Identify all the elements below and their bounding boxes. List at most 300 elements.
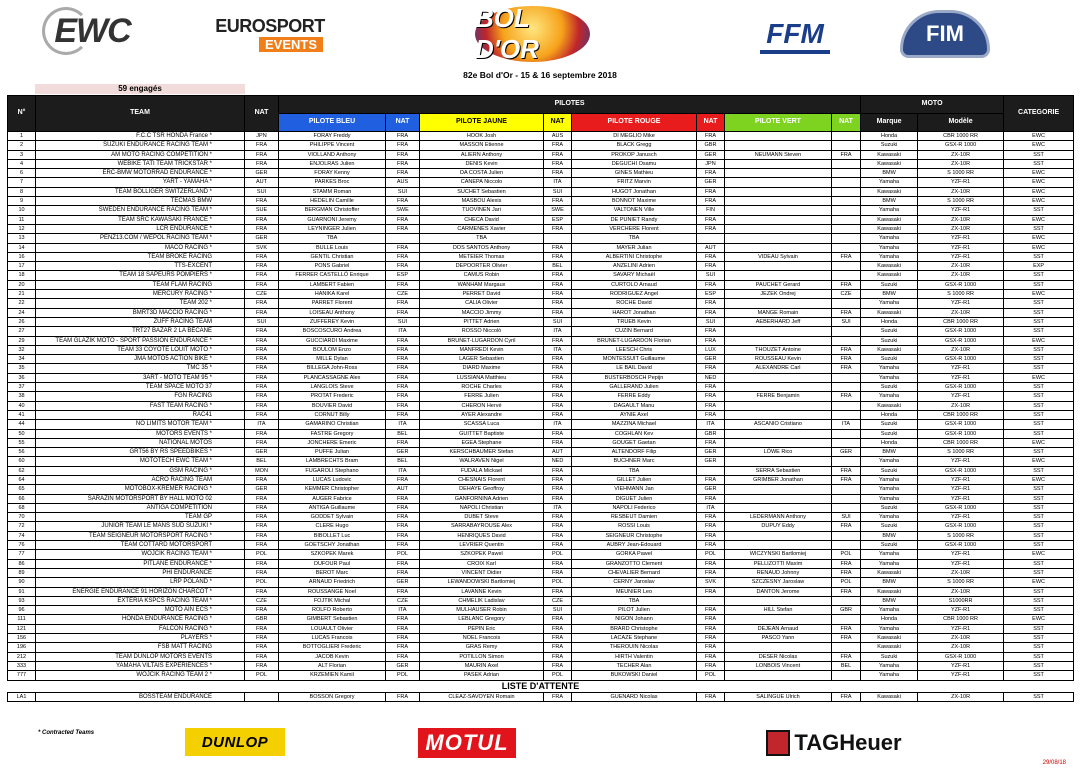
cell-team-nat: FRA — [245, 280, 279, 289]
cell-nat-vert — [832, 197, 861, 206]
cell-marque: Suzuki — [861, 141, 918, 150]
cell-nat-rouge: GER — [697, 355, 725, 364]
cell-pilote-vert: ASCANIO Cristiano — [725, 420, 832, 429]
cell-nat-jaune: SUI — [544, 606, 572, 615]
cell-pilote-vert: LONBOIS Vincent — [725, 661, 832, 670]
cell-nat-vert — [832, 429, 861, 438]
cell-team: YAMAHA VILTAIS EXPERIENCES * — [36, 661, 245, 670]
cell-pilote-vert — [725, 178, 832, 187]
cell-marque: Yamaha — [861, 550, 918, 559]
cell-categorie: SST — [1004, 503, 1074, 512]
cell-pilote-bleu: PARRET Florent — [279, 299, 386, 308]
cell-team: BMRT3D MACCIO RACING * — [36, 308, 245, 317]
cell-nat-bleu: ITA — [386, 606, 420, 615]
table-row — [8, 606, 1074, 615]
cell-marque: Yamaha — [861, 457, 918, 466]
cell-categorie: SST — [1004, 643, 1074, 652]
cell-nat-rouge: GER — [697, 178, 725, 187]
cell-marque: Suzuki — [861, 503, 918, 512]
cell-pilote-bleu: FERRER CASTELLÓ Enrique — [279, 271, 386, 280]
cell-team-nat: FRA — [245, 624, 279, 633]
cell-nat-jaune: FRA — [544, 364, 572, 373]
cell-pilote-rouge: ROSSI Louis — [572, 522, 697, 531]
cell-pilote-bleu: ROUSSANGE Noel — [279, 587, 386, 596]
cell-pilote-bleu: FORAY Freddy — [279, 132, 386, 141]
cell-modele: S 1000 RR — [918, 448, 1004, 457]
cell-pilote-bleu: BOTTOGLIERI Frederic — [279, 643, 386, 652]
cell-team-nat: FRA — [245, 271, 279, 280]
cell-nat-vert — [832, 494, 861, 503]
cell-team-nat: POL — [245, 578, 279, 587]
table-row — [8, 541, 1074, 550]
cell-pilote-vert: HILL Stefan — [725, 606, 832, 615]
table-row — [8, 513, 1074, 522]
cell-nat-rouge: FRA — [697, 327, 725, 336]
table-row — [8, 141, 1074, 150]
cell-pilote-vert — [725, 438, 832, 447]
cell-nat-bleu: FRA — [386, 513, 420, 522]
cell-pilote-rouge: GALLERAND Julien — [572, 383, 697, 392]
cell-nat-rouge — [697, 466, 725, 475]
cell-nat-jaune: FRA — [544, 634, 572, 643]
cell-nat-rouge: FRA — [697, 308, 725, 317]
cell-marque: Yamaha — [861, 364, 918, 373]
cell-team-nat: GER — [245, 448, 279, 457]
cell-nat-jaune: FRA — [544, 252, 572, 261]
cell-nat-rouge: FRA — [697, 475, 725, 484]
table-row — [8, 327, 1074, 336]
cell-modele: YZF-R1 — [918, 559, 1004, 568]
cell-team: YART - YAMAHA * — [36, 178, 245, 187]
cell-no: 9 — [8, 197, 36, 206]
cell-team-nat: FRA — [245, 150, 279, 159]
cell-no: 20 — [8, 280, 36, 289]
cell-nat-jaune: ITA — [544, 420, 572, 429]
cell-pilote-vert: PASCO Yann — [725, 634, 832, 643]
cell-team: LRP POLAND * — [36, 578, 245, 587]
cell-team-nat: MON — [245, 466, 279, 475]
cell-modele: GSX-R 1000 — [918, 141, 1004, 150]
cell-nat-rouge: FRA — [697, 587, 725, 596]
cell-nat-bleu: FRA — [386, 141, 420, 150]
cell-pilote-jaune: BRUNET-LUGARDON Cyril — [420, 336, 544, 345]
cell-pilote-bleu: LAMBRECHTS Bram — [279, 457, 386, 466]
cell-no: 27 — [8, 327, 36, 336]
cell-pilote-rouge: TECHER Alan — [572, 661, 697, 670]
cell-categorie: SST — [1004, 466, 1074, 475]
cell-pilote-vert: THOUZET Antoine — [725, 345, 832, 354]
cell-categorie: EWC — [1004, 215, 1074, 224]
cell-nat-bleu: FRA — [386, 475, 420, 484]
cell-nat-rouge: GER — [697, 485, 725, 494]
cell-nat-bleu: AUS — [386, 178, 420, 187]
cell-pilote-vert — [725, 234, 832, 243]
cell-nat-rouge — [697, 596, 725, 605]
cell-team-nat: FRA — [245, 345, 279, 354]
cell-pilote-jaune: CAMUS Robin — [420, 271, 544, 280]
cell-nat-bleu: FRA — [386, 355, 420, 364]
cell-nat-jaune: POL — [544, 578, 572, 587]
cell-team: TEAM BROKE RACING — [36, 252, 245, 261]
cell-modele: YZF-R1 — [918, 671, 1004, 680]
cell-nat-jaune: ESP — [544, 215, 572, 224]
cell-pilote-rouge: GRANZOTTO Clement — [572, 559, 697, 568]
table-row — [8, 178, 1074, 187]
table-row — [8, 383, 1074, 392]
cell-team: MACO RACING * — [36, 243, 245, 252]
cell-pilote-vert: SZCZESNY Jaroslaw — [725, 578, 832, 587]
cell-pilote-bleu: JONCHERE Emeric — [279, 438, 386, 447]
cell-nat-rouge: FRA — [697, 494, 725, 503]
cell-pilote-rouge: GILLET Julien — [572, 475, 697, 484]
ewc-logo: EWC — [40, 5, 145, 57]
col-pilotes: PILOTES — [279, 96, 861, 114]
cell-categorie: SST — [1004, 485, 1074, 494]
cell-categorie: EWC — [1004, 457, 1074, 466]
cell-marque: BMW — [861, 169, 918, 178]
cell-team: NO LIMITS MOTOR TEAM * — [36, 420, 245, 429]
cell-modele: ZX-10R — [918, 643, 1004, 652]
cell-nat-vert: BEL — [832, 661, 861, 670]
cell-nat-vert: FRA — [832, 522, 861, 531]
cell-categorie: SST — [1004, 224, 1074, 233]
cell-nat-jaune: FRA — [544, 661, 572, 670]
cell-pilote-rouge: MAZZINA Michael — [572, 420, 697, 429]
cell-categorie: SST — [1004, 568, 1074, 577]
cell-modele: ZX-10R — [918, 224, 1004, 233]
cell-marque: Yamaha — [861, 624, 918, 633]
cell-pilote-jaune: SCASSA Luca — [420, 420, 544, 429]
cell-team: WOJCIK RACING TEAM 2 * — [36, 671, 245, 680]
cell-pilote-bleu: BOULOM Enzo — [279, 345, 386, 354]
fim-logo: FIM — [900, 10, 990, 58]
cell-no: 37 — [8, 383, 36, 392]
cell-nat-vert — [832, 178, 861, 187]
cell-pilote-vert: LEDERMANN Anthony — [725, 513, 832, 522]
cell-pilote-rouge: VALTONEN Ville — [572, 206, 697, 215]
cell-no: 65 — [8, 485, 36, 494]
table-row — [8, 671, 1074, 680]
cell-nat-rouge: FRA — [697, 522, 725, 531]
cell-nat-vert — [832, 262, 861, 271]
cell-nat-vert — [832, 271, 861, 280]
cell-no: 4 — [8, 159, 36, 168]
cell-nat-vert: FRA — [832, 280, 861, 289]
cell-pilote-bleu: PHILIPPE Vincent — [279, 141, 386, 150]
cell-categorie: EWC — [1004, 187, 1074, 196]
cell-pilote-jaune: MANFREDI Kevin — [420, 345, 544, 354]
cell-team: TEAM GLAZIK MOTO - SPORT PASSION ENDURANCE * — [36, 336, 245, 345]
cell-pilote-rouge: COGHLAN Kev — [572, 429, 697, 438]
cell-nat-rouge: POL — [697, 671, 725, 680]
cell-categorie: SST — [1004, 345, 1074, 354]
cell-nat-jaune: POL — [544, 550, 572, 559]
col-nat-bleu: NAT — [386, 114, 420, 132]
cell-team-nat: FRA — [245, 252, 279, 261]
cell-pilote-rouge: VERCHERE Florent — [572, 224, 697, 233]
cell-marque: Suzuki — [861, 466, 918, 475]
cell-nat-jaune: AUT — [544, 448, 572, 457]
cell-pilote-rouge: GOUGET Gaetan — [572, 438, 697, 447]
cell-marque: Suzuki — [861, 652, 918, 661]
cell-nat-jaune: FRA — [544, 624, 572, 633]
cell-pilote-rouge: MEUNIER Leo — [572, 587, 697, 596]
table-row — [8, 475, 1074, 484]
cell-pilote-bleu: FUGAROLI Stephano — [279, 466, 386, 475]
cell-pilote-vert — [725, 197, 832, 206]
cell-pilote-rouge: LE BAIL David — [572, 364, 697, 373]
cell-pilote-bleu: STAMM Roman — [279, 187, 386, 196]
cell-team-nat: FRA — [245, 262, 279, 271]
cell-pilote-jaune: GUITTET Baptiste — [420, 429, 544, 438]
cell-no: 22 — [8, 299, 36, 308]
cell-marque: Kawasaki — [861, 401, 918, 410]
table-row — [8, 234, 1074, 243]
cell-modele: YZF-R1 — [918, 606, 1004, 615]
cell-modele: YZF-R1 — [918, 364, 1004, 373]
cell-team-nat: BEL — [245, 457, 279, 466]
liste-attente-title: LISTE D'ATTENTE — [8, 680, 1074, 692]
col-moto: MOTO — [861, 96, 1004, 114]
cell-pilote-bleu: FOJTIK Michal — [279, 596, 386, 605]
table-row — [8, 559, 1074, 568]
cell-team: F.C.C TSR HONDA France * — [36, 132, 245, 141]
cell-pilote-bleu: LOISEAU Anthony — [279, 308, 386, 317]
cell-pilote-vert — [725, 215, 832, 224]
cell-pilote-bleu: BIBOLLET Luc — [279, 531, 386, 540]
cell-pilote-vert: FERRE Benjamin — [725, 392, 832, 401]
cell-team: PLAYERS * — [36, 634, 245, 643]
table-row — [8, 438, 1074, 447]
cell-nat-vert: POL — [832, 578, 861, 587]
cell-nat-jaune: FRA — [544, 169, 572, 178]
cell-team-nat: SUI — [245, 187, 279, 196]
cell-team: TTS-EXCENT — [36, 262, 245, 271]
cell-pilote-vert — [725, 327, 832, 336]
cell-nat-rouge: FRA — [697, 531, 725, 540]
cell-pilote-vert: WICZYNSKI Bartlomiej — [725, 550, 832, 559]
tagheuer-logo: TAGHeuer — [763, 728, 905, 758]
cell-pilote-rouge: DI MEGLIO Mike — [572, 132, 697, 141]
cell-pilote-bleu: VIOLLAND Anthony — [279, 150, 386, 159]
cell-pilote-jaune: WALRAVEN Nigel — [420, 457, 544, 466]
cell-nat-bleu: FRA — [386, 252, 420, 261]
cell-modele: ZX-10R — [918, 345, 1004, 354]
col-marque: Marque — [861, 114, 918, 132]
cell-team-nat: FRA — [245, 606, 279, 615]
cell-team-nat: FRA — [245, 475, 279, 484]
table-row — [8, 308, 1074, 317]
cell-nat-bleu: FRA — [386, 692, 420, 701]
cell-modele: YZF-R1 — [918, 494, 1004, 503]
cell-no: LA1 — [8, 692, 36, 701]
cell-pilote-bleu: CORNUT Billy — [279, 410, 386, 419]
table-row — [8, 252, 1074, 261]
cell-team-nat: FRA — [245, 327, 279, 336]
cell-team: BOSSTEAM ENDURANCE — [36, 692, 245, 701]
cell-marque: BMW — [861, 531, 918, 540]
cell-modele: S 1000 RR — [918, 197, 1004, 206]
cell-categorie: SST — [1004, 559, 1074, 568]
table-row — [8, 262, 1074, 271]
cell-marque: Yamaha — [861, 299, 918, 308]
cell-modele: ZX-10R — [918, 692, 1004, 701]
cell-categorie: SST — [1004, 420, 1074, 429]
cell-team-nat: FRA — [245, 643, 279, 652]
cell-modele: S 1000 RR — [918, 578, 1004, 587]
col-modele: Modèle — [918, 114, 1004, 132]
cell-categorie: SST — [1004, 652, 1074, 661]
cell-nat-vert: CZE — [832, 290, 861, 299]
cell-team-nat: AUT — [245, 178, 279, 187]
cell-pilote-bleu: CLERE Hugo — [279, 522, 386, 531]
cell-no: 18 — [8, 271, 36, 280]
cell-team-nat: CZE — [245, 596, 279, 605]
cell-pilote-vert — [725, 541, 832, 550]
cell-pilote-bleu: BEROT Marc — [279, 568, 386, 577]
cell-nat-jaune: FRA — [544, 466, 572, 475]
cell-team: MERCURY RACING * — [36, 290, 245, 299]
cell-pilote-rouge: BLACK Gregg — [572, 141, 697, 150]
cell-nat-jaune: FRA — [544, 383, 572, 392]
cell-nat-rouge: SUI — [697, 317, 725, 326]
cell-nat-jaune: POL — [544, 671, 572, 680]
cell-pilote-vert — [725, 485, 832, 494]
cell-pilote-bleu: LAMBERT Fabien — [279, 280, 386, 289]
cell-pilote-jaune: TBA — [420, 234, 544, 243]
cell-team-nat: JPN — [245, 132, 279, 141]
cell-pilote-rouge: BUCHNER Marc — [572, 457, 697, 466]
cell-team-nat: FRA — [245, 652, 279, 661]
cell-team: ERC-BMW MOTORRAD ENDURANCE * — [36, 169, 245, 178]
cell-marque: Yamaha — [861, 373, 918, 382]
cell-team-nat: FRA — [245, 559, 279, 568]
cell-modele: CBR 1000 RR — [918, 438, 1004, 447]
cell-nat-vert — [832, 401, 861, 410]
cell-nat-bleu: SUI — [386, 187, 420, 196]
cell-nat-vert — [832, 383, 861, 392]
cell-pilote-vert: DEJEAN Arnaud — [725, 624, 832, 633]
cell-pilote-bleu: ANTIGA Guillaume — [279, 503, 386, 512]
cell-modele: YZF-R1 — [918, 661, 1004, 670]
cell-pilote-jaune: NAPOLI Christian — [420, 503, 544, 512]
cell-no: 64 — [8, 475, 36, 484]
table-row — [8, 494, 1074, 503]
cell-categorie: SST — [1004, 383, 1074, 392]
cell-team: PHI ENDURANCE — [36, 568, 245, 577]
table-row — [8, 429, 1074, 438]
cell-pilote-vert: DUPUY Eddy — [725, 522, 832, 531]
cell-pilote-rouge: SAVARY Michaël — [572, 271, 697, 280]
cell-nat-bleu: FRA — [386, 150, 420, 159]
cell-marque: Yamaha — [861, 671, 918, 680]
cell-no: 74 — [8, 531, 36, 540]
cell-marque: Kawasaki — [861, 643, 918, 652]
cell-team-nat: GER — [245, 485, 279, 494]
cell-marque: Suzuki — [861, 280, 918, 289]
cell-marque: BMW — [861, 197, 918, 206]
cell-team-nat: FRA — [245, 541, 279, 550]
cell-team: TEAM DUNLOP MOTORS EVENTS — [36, 652, 245, 661]
cell-nat-rouge: FRA — [697, 692, 725, 701]
cell-no: 24 — [8, 308, 36, 317]
cell-modele: GSX-R 1000 — [918, 503, 1004, 512]
cell-team: FGN RACING — [36, 392, 245, 401]
col-categorie: CATEGORIE — [1004, 96, 1074, 132]
cell-marque: Honda — [861, 410, 918, 419]
cell-no: 6 — [8, 169, 36, 178]
cell-marque: Yamaha — [861, 243, 918, 252]
cell-categorie: SST — [1004, 364, 1074, 373]
cell-modele: CBR 1000 RR — [918, 317, 1004, 326]
cell-pilote-bleu: LEYNINGER Julien — [279, 224, 386, 233]
cell-nat-jaune: BEL — [544, 262, 572, 271]
table-row — [8, 466, 1074, 475]
cell-pilote-vert: SERRA Sebastien — [725, 466, 832, 475]
cell-pilote-vert — [725, 615, 832, 624]
cell-nat-jaune: FRA — [544, 336, 572, 345]
cell-categorie: SST — [1004, 252, 1074, 261]
cell-team: WEBIKE TATI TEAM TRICKSTAR * — [36, 159, 245, 168]
cell-no: 26 — [8, 317, 36, 326]
cell-categorie: SST — [1004, 271, 1074, 280]
cell-no: 86 — [8, 559, 36, 568]
cell-nat-rouge: FRA — [697, 383, 725, 392]
cell-team: RAC41 — [36, 410, 245, 419]
table-row — [8, 187, 1074, 196]
cell-modele: GSX-R 1000 — [918, 522, 1004, 531]
cell-pilote-jaune: ALIERN Anthony — [420, 150, 544, 159]
cell-team: FSB MATT RACING — [36, 643, 245, 652]
cell-nat-vert — [832, 596, 861, 605]
cell-nat-bleu: FRA — [386, 503, 420, 512]
cell-pilote-vert — [725, 159, 832, 168]
cell-nat-rouge: FRA — [697, 541, 725, 550]
engages-count: 59 engagés — [35, 84, 245, 94]
cell-team-nat: FRA — [245, 383, 279, 392]
cell-nat-rouge: FRA — [697, 197, 725, 206]
cell-nat-bleu: ITA — [386, 327, 420, 336]
table-row — [8, 299, 1074, 308]
cell-pilote-bleu: LANGLOIS Steve — [279, 383, 386, 392]
cell-nat-rouge: FRA — [697, 401, 725, 410]
cell-team: AM MOTO RACING COMPETITION * — [36, 150, 245, 159]
cell-nat-jaune: FRA — [544, 643, 572, 652]
cell-pilote-vert — [725, 410, 832, 419]
cell-pilote-rouge: LACAZE Stephane — [572, 634, 697, 643]
cell-no: 212 — [8, 652, 36, 661]
cell-nat-bleu: FRA — [386, 364, 420, 373]
cell-nat-bleu: FRA — [386, 383, 420, 392]
cell-categorie: EWC — [1004, 197, 1074, 206]
cell-team-nat: FRA — [245, 197, 279, 206]
cell-modele: YZF-R1 — [918, 373, 1004, 382]
cell-nat-rouge: FRA — [697, 513, 725, 522]
cell-pilote-jaune: CLEAZ-SAVOYEN Romain — [420, 692, 544, 701]
cell-modele: YZF-R1 — [918, 457, 1004, 466]
cell-no: 777 — [8, 671, 36, 680]
cell-modele: GSX-R 1000 — [918, 280, 1004, 289]
cell-no: 44 — [8, 420, 36, 429]
cell-nat-bleu: FRA — [386, 652, 420, 661]
cell-pilote-jaune: CHESNAIS Florent — [420, 475, 544, 484]
cell-marque: Yamaha — [861, 475, 918, 484]
cell-pilote-vert: GRIMBER Jonathan — [725, 475, 832, 484]
cell-no: 77 — [8, 550, 36, 559]
cell-nat-rouge: FRA — [697, 336, 725, 345]
table-row — [8, 159, 1074, 168]
cell-nat-jaune: FRA — [544, 559, 572, 568]
